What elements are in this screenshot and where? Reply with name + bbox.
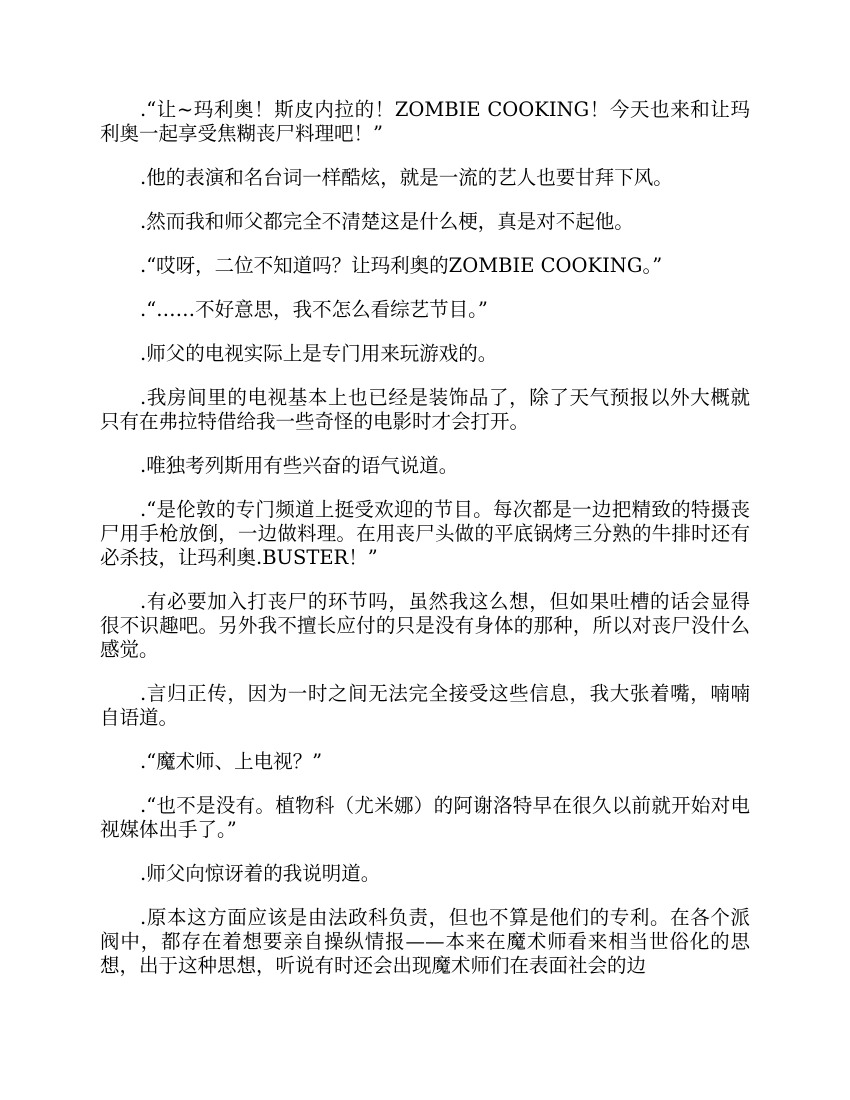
paragraph: .师父的电视实际上是专门用来玩游戏的。 (140, 342, 498, 365)
paragraph: .我房间里的电视基本上也已经是装饰品了，除了天气预报以外大概就只有在弗拉特借给我一些奇怪的电影时才会打开。 (100, 386, 750, 433)
paragraph: .原本这方面应该是由法政科负责，但也不算是他们的专利。在各个派阀中，都存在着想要亲自操纵情报——本来在魔术师看来相当世俗化的思想，出于这种思想，听说有时还会出现魔术师们在表面社会的边 (100, 906, 750, 977)
paragraph: .他的表演和名台词一样酷炫，就是一流的艺人也要甘拜下风。 (140, 166, 673, 189)
paragraph: .“让~玛利奥！斯皮内拉的！ZOMBIE COOKING！今天也来和让玛利奥一起享受焦糊丧尸料理吧！” (100, 98, 750, 145)
paragraph: .“也不是没有。植物科（尤米娜）的阿谢洛特早在很久以前就开始对电视媒体出手了。” (100, 794, 750, 841)
paragraph: .师父向惊讶着的我说明道。 (140, 862, 381, 885)
paragraph: .“是伦敦的专门频道上挺受欢迎的节目。每次都是一边把精致的特摄丧尸用手枪放倒，一边做料理。在用丧尸头做的平底锅烤三分熟的牛排时还有必杀技，让玛利奥.BUSTER！” (100, 498, 750, 569)
paragraph: .“魔术师、上电视？” (140, 750, 323, 773)
text-body (100, 98, 750, 998)
paragraph: .“……不好意思，我不怎么看综艺节目。” (140, 298, 488, 321)
paragraph: .然而我和师父都完全不清楚这是什么梗，真是对不起他。 (140, 210, 634, 233)
paragraph: .有必要加入打丧尸的环节吗，虽然我这么想，但如果吐槽的话会显得很不识趣吧。另外我不擅长应付的只是没有身体的那种，所以对丧尸没什么感觉。 (100, 590, 750, 661)
paragraph: .言归正传，因为一时之间无法完全接受这些信息，我大张着嘴，喃喃自语道。 (100, 682, 750, 729)
paragraph: .“哎呀，二位不知道吗？让玛利奥的ZOMBIE COOKING。” (140, 254, 663, 277)
paragraph: .唯独考列斯用有些兴奋的语气说道。 (140, 454, 459, 477)
